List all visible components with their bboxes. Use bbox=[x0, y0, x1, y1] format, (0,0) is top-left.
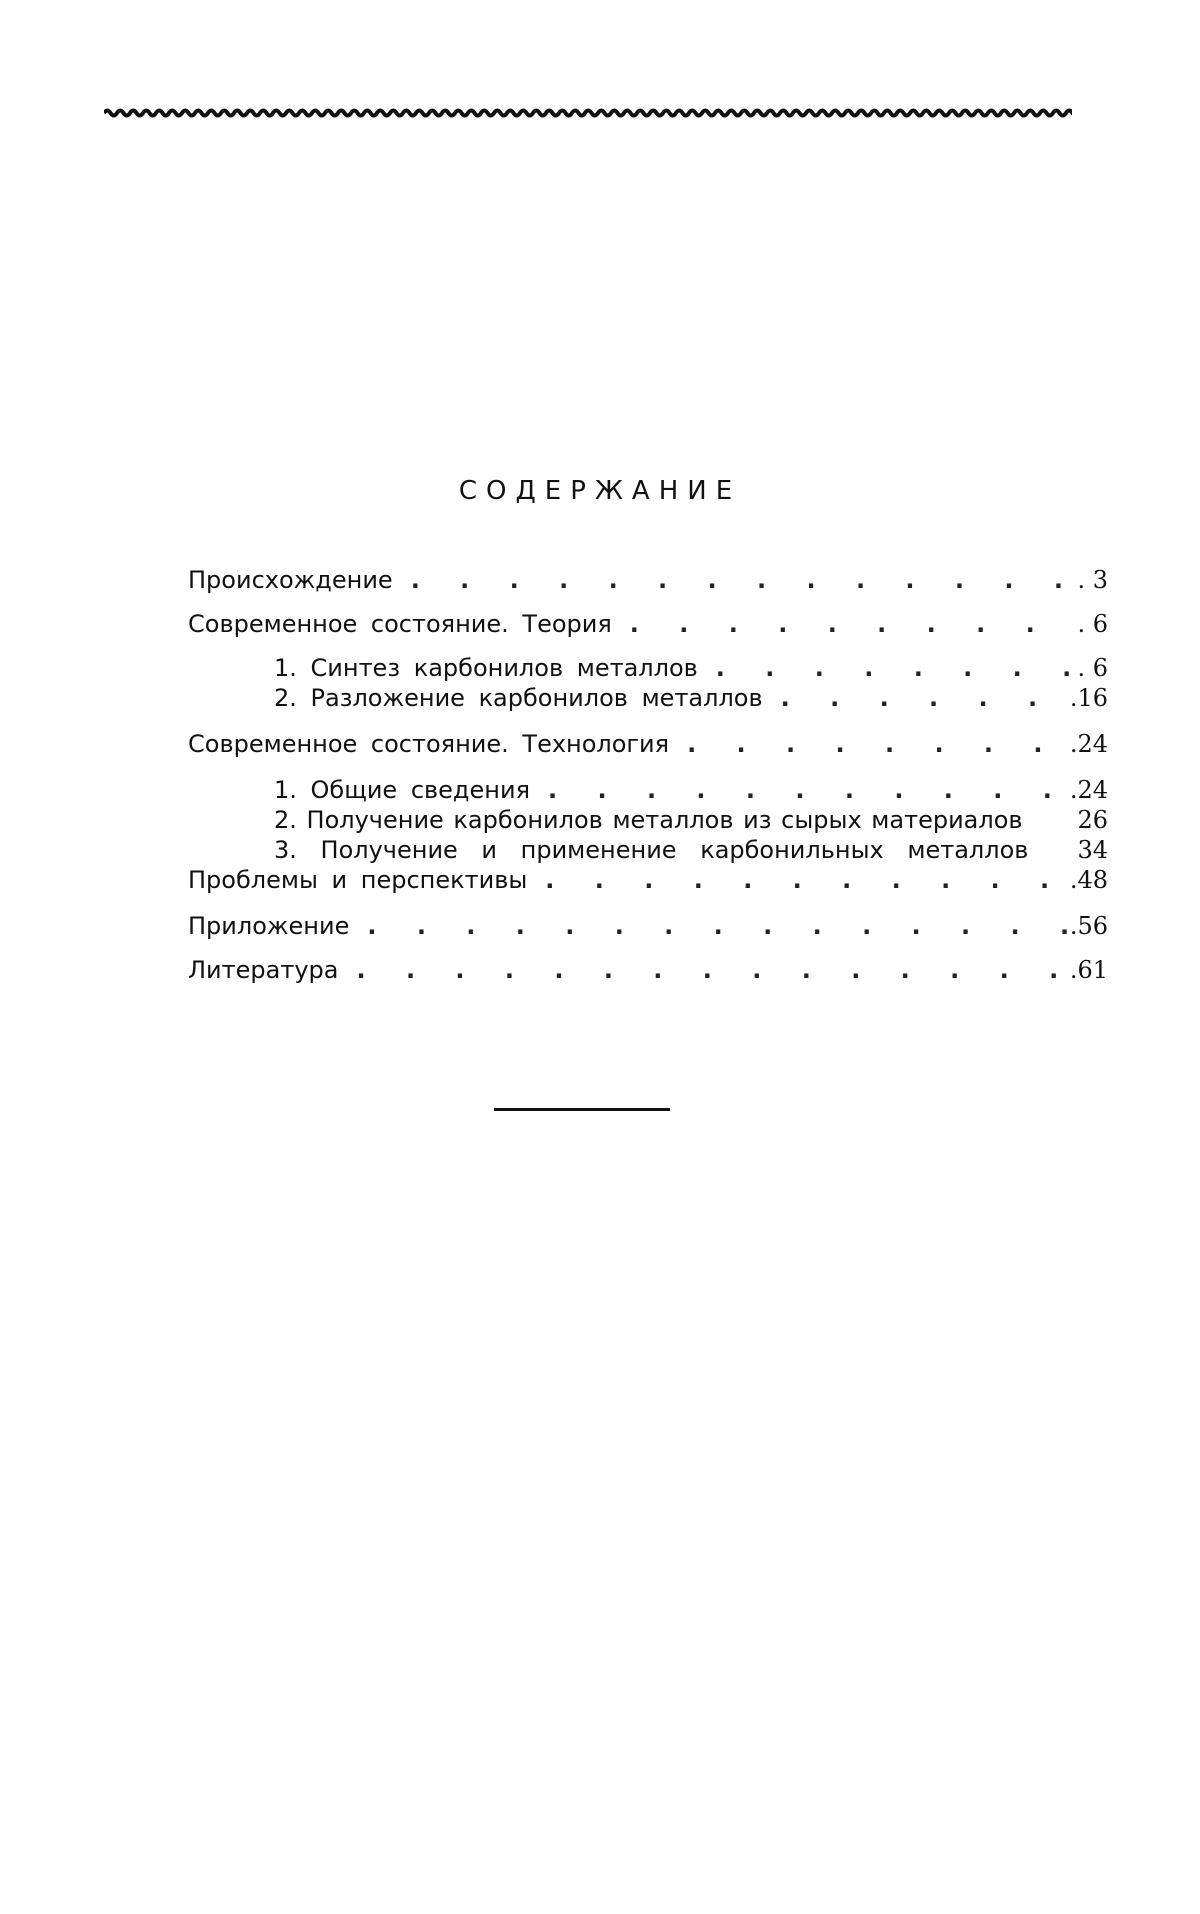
toc-entry-theory bbox=[188, 608, 1108, 640]
toc-title: СОДЕРЖАНИЕ bbox=[458, 476, 742, 506]
toc-entry-label: 3. Получение и применение карбонильных металлов bbox=[274, 836, 1029, 864]
toc-entry-literature bbox=[188, 954, 1108, 986]
toc-dot-leader bbox=[338, 954, 1069, 986]
toc-entry-label: 1. Общие сведения bbox=[274, 776, 531, 804]
toc-page-number: . 6 bbox=[1077, 610, 1108, 638]
toc-entry-label: Современное состояние. Технология bbox=[188, 730, 670, 758]
toc-page-number: .56 bbox=[1069, 912, 1108, 940]
toc-entry-label: Приложение bbox=[188, 912, 350, 940]
toc-dot-leader bbox=[763, 682, 1070, 714]
toc-page-number: 34 bbox=[1077, 836, 1108, 864]
bottom-divider-rule bbox=[494, 1108, 670, 1111]
toc-dot-leader bbox=[349, 910, 1069, 942]
toc-entry-label: Происхождение bbox=[188, 566, 393, 594]
toc-subentry-decomposition bbox=[274, 682, 1108, 714]
toc-page-number: .61 bbox=[1069, 956, 1108, 984]
toc-entry-label: 2. Разложение карбонилов металлов bbox=[274, 684, 763, 712]
toc-page-number: 26 bbox=[1077, 806, 1108, 834]
toc-entry-label: Современное состояние. Теория bbox=[188, 610, 612, 638]
toc-dot-leader bbox=[698, 652, 1078, 684]
toc-entry-label: 1. Синтез карбонилов металлов bbox=[274, 654, 698, 682]
toc-entry-origin bbox=[188, 564, 1108, 596]
toc-page-number: .24 bbox=[1069, 776, 1108, 804]
toc-entry-problems bbox=[188, 864, 1108, 896]
toc-subentry-raw-materials bbox=[274, 804, 1108, 836]
toc-dot-leader bbox=[669, 728, 1070, 760]
toc-dot-leader bbox=[530, 774, 1070, 806]
toc-entry-appendix bbox=[188, 910, 1108, 942]
toc-page-number: .16 bbox=[1069, 684, 1108, 712]
toc-dot-leader bbox=[527, 864, 1070, 896]
toc-entry-label: Проблемы и перспективы bbox=[188, 866, 528, 894]
toc-page-number: .48 bbox=[1069, 866, 1108, 894]
toc-subentry-general bbox=[274, 774, 1108, 806]
toc-entry-label: Литература bbox=[188, 956, 339, 984]
toc-subentry-application bbox=[274, 834, 1108, 866]
toc-entry-technology bbox=[188, 728, 1108, 760]
top-wavy-ornament bbox=[104, 104, 1072, 122]
toc-entry-label: 2. Получение карбонилов металлов из сырых материалов bbox=[274, 806, 1023, 834]
toc-subentry-synthesis bbox=[274, 652, 1108, 684]
toc-dot-leader bbox=[393, 564, 1078, 596]
toc-page-number: . 3 bbox=[1077, 566, 1108, 594]
toc-dot-leader bbox=[612, 608, 1078, 640]
toc-page-number: .24 bbox=[1069, 730, 1108, 758]
toc-page-number: . 6 bbox=[1077, 654, 1108, 682]
